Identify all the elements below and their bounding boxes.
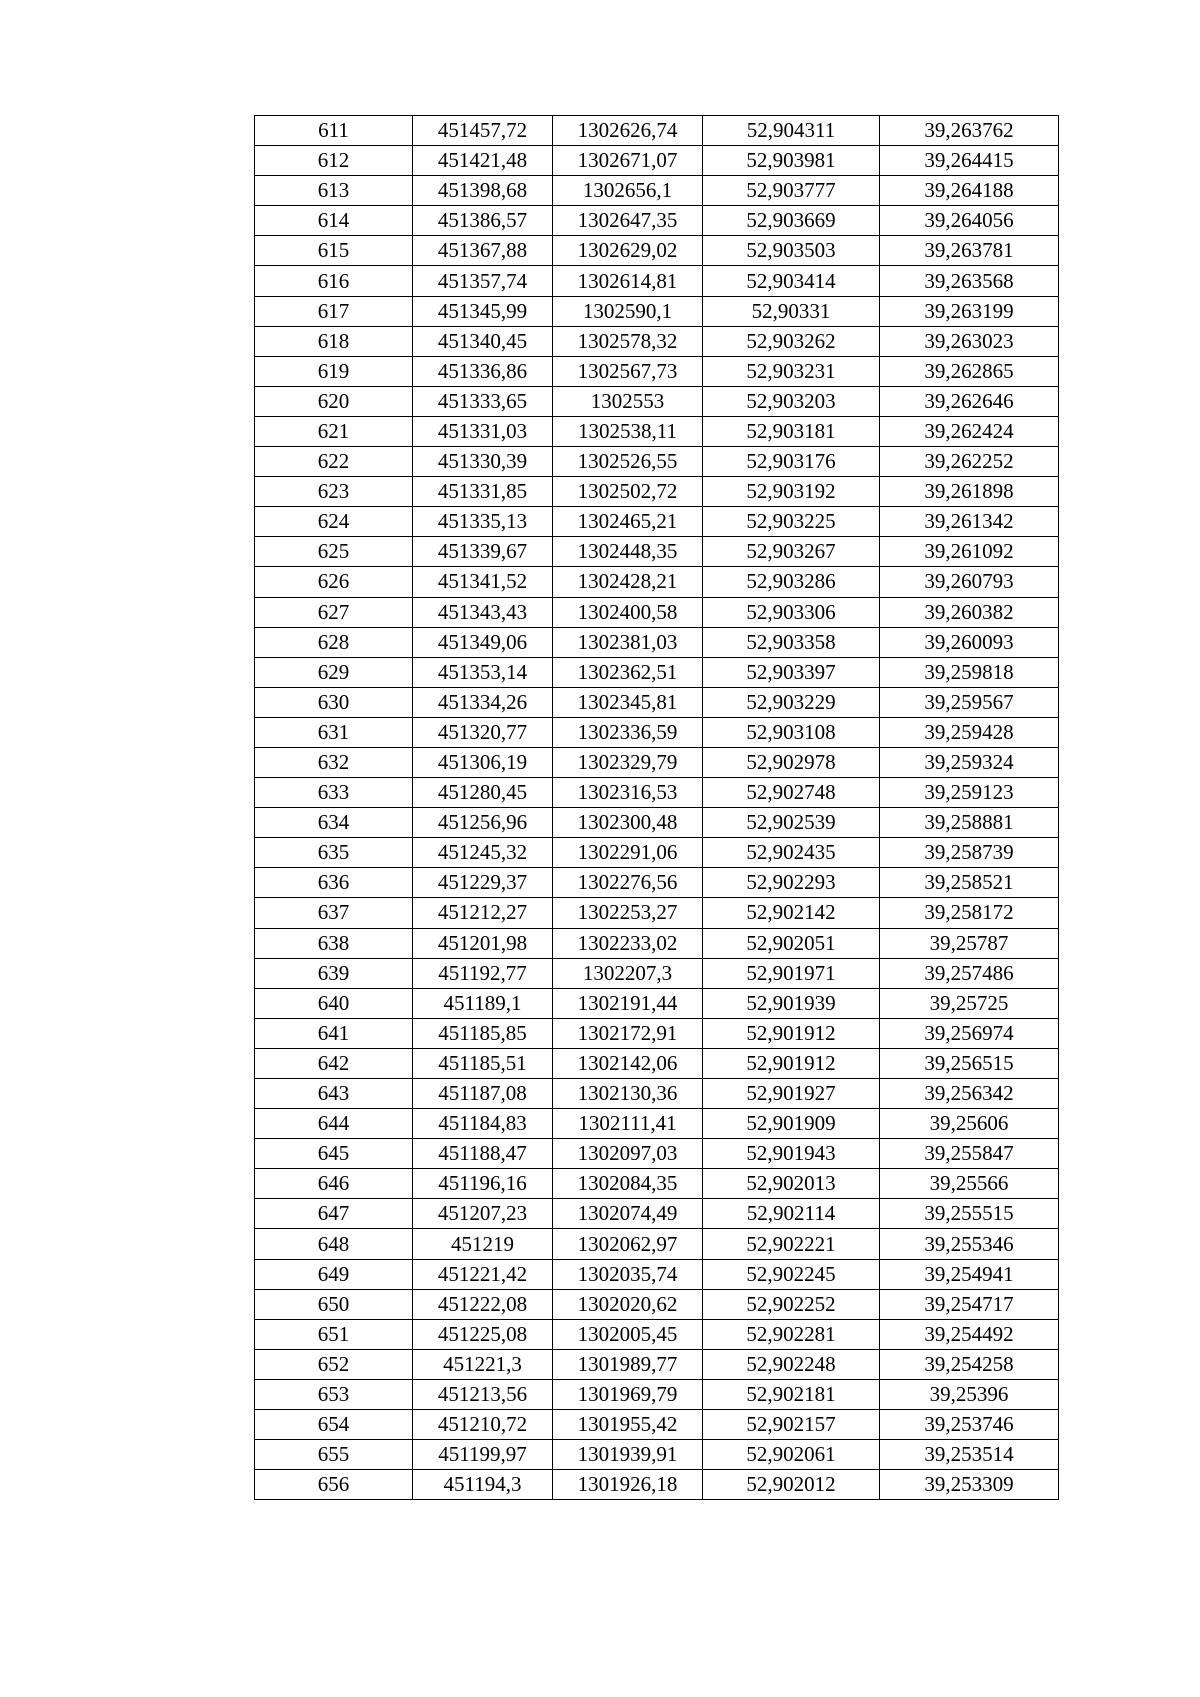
x-coordinate-cell: 451187,08 bbox=[413, 1079, 553, 1109]
longitude-cell: 39,261342 bbox=[880, 507, 1059, 537]
longitude-cell: 39,260793 bbox=[880, 567, 1059, 597]
latitude-cell: 52,903397 bbox=[703, 657, 880, 687]
longitude-cell: 39,263199 bbox=[880, 296, 1059, 326]
latitude-cell: 52,902281 bbox=[703, 1319, 880, 1349]
table-row bbox=[255, 838, 1059, 868]
longitude-cell: 39,255346 bbox=[880, 1229, 1059, 1259]
point-number-cell: 619 bbox=[255, 356, 413, 386]
y-coordinate-cell: 1302578,32 bbox=[553, 326, 703, 356]
latitude-cell: 52,902013 bbox=[703, 1169, 880, 1199]
y-coordinate-cell: 1302629,02 bbox=[553, 236, 703, 266]
latitude-cell: 52,903503 bbox=[703, 236, 880, 266]
longitude-cell: 39,254492 bbox=[880, 1319, 1059, 1349]
longitude-cell: 39,256342 bbox=[880, 1079, 1059, 1109]
point-number-cell: 620 bbox=[255, 386, 413, 416]
y-coordinate-cell: 1302590,1 bbox=[553, 296, 703, 326]
point-number-cell: 636 bbox=[255, 868, 413, 898]
table-row bbox=[255, 326, 1059, 356]
latitude-cell: 52,902114 bbox=[703, 1199, 880, 1229]
point-number-cell: 626 bbox=[255, 567, 413, 597]
table-row bbox=[255, 1379, 1059, 1409]
point-number-cell: 616 bbox=[255, 266, 413, 296]
longitude-cell: 39,25566 bbox=[880, 1169, 1059, 1199]
y-coordinate-cell: 1302428,21 bbox=[553, 567, 703, 597]
x-coordinate-cell: 451353,14 bbox=[413, 657, 553, 687]
table-row bbox=[255, 1048, 1059, 1078]
y-coordinate-cell: 1302276,56 bbox=[553, 868, 703, 898]
latitude-cell: 52,903267 bbox=[703, 537, 880, 567]
point-number-cell: 644 bbox=[255, 1109, 413, 1139]
table-row bbox=[255, 236, 1059, 266]
latitude-cell: 52,903286 bbox=[703, 567, 880, 597]
y-coordinate-cell: 1302538,11 bbox=[553, 416, 703, 446]
table-row bbox=[255, 1410, 1059, 1440]
y-coordinate-cell: 1302130,36 bbox=[553, 1079, 703, 1109]
table-row bbox=[255, 176, 1059, 206]
y-coordinate-cell: 1302084,35 bbox=[553, 1169, 703, 1199]
x-coordinate-cell: 451457,72 bbox=[413, 116, 553, 146]
point-number-cell: 656 bbox=[255, 1470, 413, 1500]
point-number-cell: 621 bbox=[255, 416, 413, 446]
coordinates-table bbox=[254, 115, 1059, 1500]
table-row bbox=[255, 146, 1059, 176]
y-coordinate-cell: 1302172,91 bbox=[553, 1018, 703, 1048]
point-number-cell: 622 bbox=[255, 447, 413, 477]
latitude-cell: 52,901909 bbox=[703, 1109, 880, 1139]
table-row bbox=[255, 116, 1059, 146]
latitude-cell: 52,903358 bbox=[703, 627, 880, 657]
point-number-cell: 653 bbox=[255, 1379, 413, 1409]
latitude-cell: 52,902221 bbox=[703, 1229, 880, 1259]
y-coordinate-cell: 1302381,03 bbox=[553, 627, 703, 657]
y-coordinate-cell: 1302336,59 bbox=[553, 717, 703, 747]
table-row bbox=[255, 597, 1059, 627]
x-coordinate-cell: 451386,57 bbox=[413, 206, 553, 236]
latitude-cell: 52,902012 bbox=[703, 1470, 880, 1500]
latitude-cell: 52,903192 bbox=[703, 477, 880, 507]
latitude-cell: 52,903108 bbox=[703, 717, 880, 747]
latitude-cell: 52,90331 bbox=[703, 296, 880, 326]
x-coordinate-cell: 451225,08 bbox=[413, 1319, 553, 1349]
point-number-cell: 645 bbox=[255, 1139, 413, 1169]
x-coordinate-cell: 451196,16 bbox=[413, 1169, 553, 1199]
longitude-cell: 39,258521 bbox=[880, 868, 1059, 898]
longitude-cell: 39,261898 bbox=[880, 477, 1059, 507]
table-row bbox=[255, 266, 1059, 296]
x-coordinate-cell: 451213,56 bbox=[413, 1379, 553, 1409]
latitude-cell: 52,902252 bbox=[703, 1289, 880, 1319]
x-coordinate-cell: 451199,97 bbox=[413, 1440, 553, 1470]
table-row bbox=[255, 1289, 1059, 1319]
longitude-cell: 39,259818 bbox=[880, 657, 1059, 687]
y-coordinate-cell: 1302400,58 bbox=[553, 597, 703, 627]
point-number-cell: 655 bbox=[255, 1440, 413, 1470]
y-coordinate-cell: 1302362,51 bbox=[553, 657, 703, 687]
point-number-cell: 612 bbox=[255, 146, 413, 176]
longitude-cell: 39,255847 bbox=[880, 1139, 1059, 1169]
latitude-cell: 52,901912 bbox=[703, 1018, 880, 1048]
y-coordinate-cell: 1301969,79 bbox=[553, 1379, 703, 1409]
table-row bbox=[255, 1139, 1059, 1169]
longitude-cell: 39,254258 bbox=[880, 1349, 1059, 1379]
longitude-cell: 39,254941 bbox=[880, 1259, 1059, 1289]
point-number-cell: 638 bbox=[255, 928, 413, 958]
latitude-cell: 52,902245 bbox=[703, 1259, 880, 1289]
x-coordinate-cell: 451341,52 bbox=[413, 567, 553, 597]
longitude-cell: 39,253746 bbox=[880, 1410, 1059, 1440]
y-coordinate-cell: 1302526,55 bbox=[553, 447, 703, 477]
x-coordinate-cell: 451334,26 bbox=[413, 687, 553, 717]
table-row bbox=[255, 988, 1059, 1018]
x-coordinate-cell: 451306,19 bbox=[413, 747, 553, 777]
y-coordinate-cell: 1302111,41 bbox=[553, 1109, 703, 1139]
latitude-cell: 52,904311 bbox=[703, 116, 880, 146]
table-row bbox=[255, 1109, 1059, 1139]
longitude-cell: 39,258881 bbox=[880, 808, 1059, 838]
point-number-cell: 640 bbox=[255, 988, 413, 1018]
longitude-cell: 39,261092 bbox=[880, 537, 1059, 567]
latitude-cell: 52,901971 bbox=[703, 958, 880, 988]
point-number-cell: 647 bbox=[255, 1199, 413, 1229]
x-coordinate-cell: 451185,51 bbox=[413, 1048, 553, 1078]
x-coordinate-cell: 451185,85 bbox=[413, 1018, 553, 1048]
y-coordinate-cell: 1301989,77 bbox=[553, 1349, 703, 1379]
point-number-cell: 642 bbox=[255, 1048, 413, 1078]
latitude-cell: 52,903777 bbox=[703, 176, 880, 206]
table-row bbox=[255, 206, 1059, 236]
x-coordinate-cell: 451398,68 bbox=[413, 176, 553, 206]
latitude-cell: 52,903231 bbox=[703, 356, 880, 386]
point-number-cell: 651 bbox=[255, 1319, 413, 1349]
latitude-cell: 52,901927 bbox=[703, 1079, 880, 1109]
x-coordinate-cell: 451221,3 bbox=[413, 1349, 553, 1379]
x-coordinate-cell: 451222,08 bbox=[413, 1289, 553, 1319]
x-coordinate-cell: 451210,72 bbox=[413, 1410, 553, 1440]
y-coordinate-cell: 1302656,1 bbox=[553, 176, 703, 206]
table-row bbox=[255, 1199, 1059, 1229]
point-number-cell: 635 bbox=[255, 838, 413, 868]
y-coordinate-cell: 1302097,03 bbox=[553, 1139, 703, 1169]
x-coordinate-cell: 451331,03 bbox=[413, 416, 553, 446]
longitude-cell: 39,264415 bbox=[880, 146, 1059, 176]
longitude-cell: 39,259567 bbox=[880, 687, 1059, 717]
x-coordinate-cell: 451333,65 bbox=[413, 386, 553, 416]
point-number-cell: 630 bbox=[255, 687, 413, 717]
latitude-cell: 52,902061 bbox=[703, 1440, 880, 1470]
longitude-cell: 39,263568 bbox=[880, 266, 1059, 296]
latitude-cell: 52,902748 bbox=[703, 778, 880, 808]
x-coordinate-cell: 451320,77 bbox=[413, 717, 553, 747]
x-coordinate-cell: 451357,74 bbox=[413, 266, 553, 296]
longitude-cell: 39,260382 bbox=[880, 597, 1059, 627]
table-row bbox=[255, 1440, 1059, 1470]
table-row bbox=[255, 537, 1059, 567]
x-coordinate-cell: 451256,96 bbox=[413, 808, 553, 838]
longitude-cell: 39,253514 bbox=[880, 1440, 1059, 1470]
y-coordinate-cell: 1302191,44 bbox=[553, 988, 703, 1018]
point-number-cell: 652 bbox=[255, 1349, 413, 1379]
y-coordinate-cell: 1302253,27 bbox=[553, 898, 703, 928]
point-number-cell: 615 bbox=[255, 236, 413, 266]
latitude-cell: 52,903981 bbox=[703, 146, 880, 176]
latitude-cell: 52,903229 bbox=[703, 687, 880, 717]
point-number-cell: 618 bbox=[255, 326, 413, 356]
table-row bbox=[255, 717, 1059, 747]
point-number-cell: 654 bbox=[255, 1410, 413, 1440]
y-coordinate-cell: 1302005,45 bbox=[553, 1319, 703, 1349]
y-coordinate-cell: 1302448,35 bbox=[553, 537, 703, 567]
y-coordinate-cell: 1302626,74 bbox=[553, 116, 703, 146]
y-coordinate-cell: 1302614,81 bbox=[553, 266, 703, 296]
y-coordinate-cell: 1301939,91 bbox=[553, 1440, 703, 1470]
x-coordinate-cell: 451194,3 bbox=[413, 1470, 553, 1500]
y-coordinate-cell: 1302035,74 bbox=[553, 1259, 703, 1289]
point-number-cell: 625 bbox=[255, 537, 413, 567]
point-number-cell: 646 bbox=[255, 1169, 413, 1199]
x-coordinate-cell: 451339,67 bbox=[413, 537, 553, 567]
table-row bbox=[255, 1470, 1059, 1500]
y-coordinate-cell: 1301955,42 bbox=[553, 1410, 703, 1440]
latitude-cell: 52,902539 bbox=[703, 808, 880, 838]
point-number-cell: 637 bbox=[255, 898, 413, 928]
latitude-cell: 52,903225 bbox=[703, 507, 880, 537]
x-coordinate-cell: 451345,99 bbox=[413, 296, 553, 326]
longitude-cell: 39,254717 bbox=[880, 1289, 1059, 1319]
table-row bbox=[255, 1319, 1059, 1349]
longitude-cell: 39,25396 bbox=[880, 1379, 1059, 1409]
latitude-cell: 52,901939 bbox=[703, 988, 880, 1018]
y-coordinate-cell: 1302671,07 bbox=[553, 146, 703, 176]
x-coordinate-cell: 451335,13 bbox=[413, 507, 553, 537]
x-coordinate-cell: 451192,77 bbox=[413, 958, 553, 988]
latitude-cell: 52,902248 bbox=[703, 1349, 880, 1379]
point-number-cell: 650 bbox=[255, 1289, 413, 1319]
table-row bbox=[255, 657, 1059, 687]
longitude-cell: 39,262424 bbox=[880, 416, 1059, 446]
longitude-cell: 39,260093 bbox=[880, 627, 1059, 657]
longitude-cell: 39,259123 bbox=[880, 778, 1059, 808]
point-number-cell: 614 bbox=[255, 206, 413, 236]
x-coordinate-cell: 451280,45 bbox=[413, 778, 553, 808]
x-coordinate-cell: 451245,32 bbox=[413, 838, 553, 868]
x-coordinate-cell: 451212,27 bbox=[413, 898, 553, 928]
y-coordinate-cell: 1302345,81 bbox=[553, 687, 703, 717]
y-coordinate-cell: 1302233,02 bbox=[553, 928, 703, 958]
point-number-cell: 628 bbox=[255, 627, 413, 657]
y-coordinate-cell: 1302647,35 bbox=[553, 206, 703, 236]
table-row bbox=[255, 958, 1059, 988]
point-number-cell: 629 bbox=[255, 657, 413, 687]
latitude-cell: 52,901943 bbox=[703, 1139, 880, 1169]
latitude-cell: 52,902142 bbox=[703, 898, 880, 928]
point-number-cell: 639 bbox=[255, 958, 413, 988]
x-coordinate-cell: 451184,83 bbox=[413, 1109, 553, 1139]
point-number-cell: 617 bbox=[255, 296, 413, 326]
point-number-cell: 633 bbox=[255, 778, 413, 808]
longitude-cell: 39,259324 bbox=[880, 747, 1059, 777]
latitude-cell: 52,903262 bbox=[703, 326, 880, 356]
x-coordinate-cell: 451229,37 bbox=[413, 868, 553, 898]
table-row bbox=[255, 868, 1059, 898]
longitude-cell: 39,264188 bbox=[880, 176, 1059, 206]
longitude-cell: 39,262252 bbox=[880, 447, 1059, 477]
longitude-cell: 39,255515 bbox=[880, 1199, 1059, 1229]
latitude-cell: 52,903414 bbox=[703, 266, 880, 296]
longitude-cell: 39,256515 bbox=[880, 1048, 1059, 1078]
latitude-cell: 52,903176 bbox=[703, 447, 880, 477]
longitude-cell: 39,25787 bbox=[880, 928, 1059, 958]
point-number-cell: 632 bbox=[255, 747, 413, 777]
point-number-cell: 627 bbox=[255, 597, 413, 627]
table-row bbox=[255, 567, 1059, 597]
latitude-cell: 52,903306 bbox=[703, 597, 880, 627]
longitude-cell: 39,263781 bbox=[880, 236, 1059, 266]
y-coordinate-cell: 1302329,79 bbox=[553, 747, 703, 777]
latitude-cell: 52,902051 bbox=[703, 928, 880, 958]
coordinates-table-body bbox=[255, 116, 1059, 1500]
longitude-cell: 39,257486 bbox=[880, 958, 1059, 988]
y-coordinate-cell: 1302465,21 bbox=[553, 507, 703, 537]
point-number-cell: 611 bbox=[255, 116, 413, 146]
point-number-cell: 631 bbox=[255, 717, 413, 747]
table-row bbox=[255, 627, 1059, 657]
y-coordinate-cell: 1302291,06 bbox=[553, 838, 703, 868]
table-row bbox=[255, 507, 1059, 537]
y-coordinate-cell: 1302207,3 bbox=[553, 958, 703, 988]
longitude-cell: 39,253309 bbox=[880, 1470, 1059, 1500]
table-row bbox=[255, 928, 1059, 958]
x-coordinate-cell: 451336,86 bbox=[413, 356, 553, 386]
x-coordinate-cell: 451201,98 bbox=[413, 928, 553, 958]
latitude-cell: 52,903181 bbox=[703, 416, 880, 446]
point-number-cell: 623 bbox=[255, 477, 413, 507]
y-coordinate-cell: 1302142,06 bbox=[553, 1048, 703, 1078]
x-coordinate-cell: 451189,1 bbox=[413, 988, 553, 1018]
table-row bbox=[255, 898, 1059, 928]
table-row bbox=[255, 477, 1059, 507]
x-coordinate-cell: 451421,48 bbox=[413, 146, 553, 176]
point-number-cell: 649 bbox=[255, 1259, 413, 1289]
latitude-cell: 52,902978 bbox=[703, 747, 880, 777]
x-coordinate-cell: 451340,45 bbox=[413, 326, 553, 356]
longitude-cell: 39,263023 bbox=[880, 326, 1059, 356]
x-coordinate-cell: 451330,39 bbox=[413, 447, 553, 477]
table-row bbox=[255, 747, 1059, 777]
table-row bbox=[255, 356, 1059, 386]
x-coordinate-cell: 451188,47 bbox=[413, 1139, 553, 1169]
longitude-cell: 39,262865 bbox=[880, 356, 1059, 386]
point-number-cell: 624 bbox=[255, 507, 413, 537]
x-coordinate-cell: 451343,43 bbox=[413, 597, 553, 627]
y-coordinate-cell: 1302074,49 bbox=[553, 1199, 703, 1229]
latitude-cell: 52,901912 bbox=[703, 1048, 880, 1078]
table-row bbox=[255, 447, 1059, 477]
x-coordinate-cell: 451367,88 bbox=[413, 236, 553, 266]
table-row bbox=[255, 778, 1059, 808]
table-row bbox=[255, 416, 1059, 446]
table-row bbox=[255, 1169, 1059, 1199]
table-row bbox=[255, 808, 1059, 838]
y-coordinate-cell: 1302062,97 bbox=[553, 1229, 703, 1259]
latitude-cell: 52,902181 bbox=[703, 1379, 880, 1409]
x-coordinate-cell: 451349,06 bbox=[413, 627, 553, 657]
latitude-cell: 52,903203 bbox=[703, 386, 880, 416]
y-coordinate-cell: 1301926,18 bbox=[553, 1470, 703, 1500]
table-row bbox=[255, 1079, 1059, 1109]
y-coordinate-cell: 1302502,72 bbox=[553, 477, 703, 507]
longitude-cell: 39,262646 bbox=[880, 386, 1059, 416]
longitude-cell: 39,25725 bbox=[880, 988, 1059, 1018]
table-row bbox=[255, 1018, 1059, 1048]
y-coordinate-cell: 1302020,62 bbox=[553, 1289, 703, 1319]
longitude-cell: 39,25606 bbox=[880, 1109, 1059, 1139]
longitude-cell: 39,256974 bbox=[880, 1018, 1059, 1048]
table-row bbox=[255, 296, 1059, 326]
latitude-cell: 52,902293 bbox=[703, 868, 880, 898]
point-number-cell: 648 bbox=[255, 1229, 413, 1259]
point-number-cell: 613 bbox=[255, 176, 413, 206]
latitude-cell: 52,902435 bbox=[703, 838, 880, 868]
table-row bbox=[255, 386, 1059, 416]
y-coordinate-cell: 1302567,73 bbox=[553, 356, 703, 386]
longitude-cell: 39,259428 bbox=[880, 717, 1059, 747]
point-number-cell: 641 bbox=[255, 1018, 413, 1048]
y-coordinate-cell: 1302553 bbox=[553, 386, 703, 416]
y-coordinate-cell: 1302300,48 bbox=[553, 808, 703, 838]
point-number-cell: 634 bbox=[255, 808, 413, 838]
table-row bbox=[255, 1349, 1059, 1379]
table-row bbox=[255, 1229, 1059, 1259]
longitude-cell: 39,263762 bbox=[880, 116, 1059, 146]
y-coordinate-cell: 1302316,53 bbox=[553, 778, 703, 808]
latitude-cell: 52,902157 bbox=[703, 1410, 880, 1440]
x-coordinate-cell: 451331,85 bbox=[413, 477, 553, 507]
point-number-cell: 643 bbox=[255, 1079, 413, 1109]
longitude-cell: 39,264056 bbox=[880, 206, 1059, 236]
longitude-cell: 39,258739 bbox=[880, 838, 1059, 868]
x-coordinate-cell: 451221,42 bbox=[413, 1259, 553, 1289]
x-coordinate-cell: 451219 bbox=[413, 1229, 553, 1259]
latitude-cell: 52,903669 bbox=[703, 206, 880, 236]
table-row bbox=[255, 687, 1059, 717]
x-coordinate-cell: 451207,23 bbox=[413, 1199, 553, 1229]
longitude-cell: 39,258172 bbox=[880, 898, 1059, 928]
table-row bbox=[255, 1259, 1059, 1289]
